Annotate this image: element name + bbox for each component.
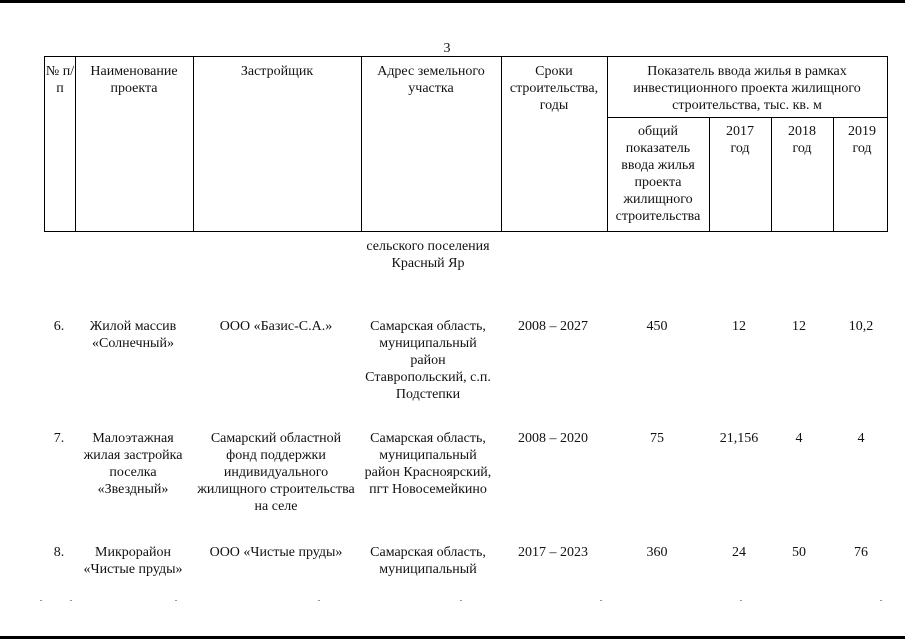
bottom-border — [0, 636, 905, 639]
value-2019: 10,2 — [848, 319, 874, 334]
construction-period: 2008 – 2027 — [518, 319, 588, 334]
header-total: общий показатель ввода жилья проекта жилищного строительства — [615, 124, 701, 224]
continued-address: сельского поселения Красный Яр — [366, 239, 490, 271]
top-border — [0, 0, 905, 3]
construction-period: 2008 – 2020 — [518, 431, 588, 446]
header-divider — [75, 57, 76, 231]
header-divider — [501, 57, 502, 231]
row-number: 8. — [53, 545, 65, 560]
developer: ООО «Базис-С.А.» — [219, 319, 333, 334]
header-divider — [193, 57, 194, 231]
total-indicator: 360 — [646, 545, 668, 560]
page-number: 3 — [443, 41, 451, 56]
construction-period: 2017 – 2023 — [518, 545, 588, 560]
land-address: Самарская область, муниципальный район Ставропольский, с.п. Подстепки — [365, 319, 491, 402]
header-divider — [709, 117, 710, 231]
header-period: Сроки строительства, годы — [509, 64, 599, 113]
row-number: 7. — [53, 431, 65, 446]
header-2017: 2017 год — [726, 124, 754, 156]
value-2017: 21,156 — [719, 431, 759, 446]
value-2018: 4 — [795, 431, 803, 446]
header-divider — [607, 57, 608, 231]
developer: Самарский областной фонд поддержки индивидуального жилищного строительства на селе — [197, 431, 355, 514]
value-2017: 12 — [732, 319, 746, 334]
table-header — [44, 56, 888, 232]
land-address: Самарская область, муниципальный — [370, 545, 486, 577]
total-indicator: 450 — [646, 319, 668, 334]
header-2018: 2018 год — [788, 124, 816, 156]
header-divider — [833, 117, 834, 231]
header-developer: Застройщик — [240, 64, 314, 79]
land-address: Самарская область, муниципальный район Красноярский, пгт Новосемейкино — [364, 431, 492, 497]
header-2019: 2019 год — [848, 124, 876, 156]
developer: ООО «Чистые пруды» — [209, 545, 343, 560]
header-indicator: Показатель ввода жилья в рамках инвестиционного проекта жилищного строительства, тыс. кв. м — [633, 64, 861, 113]
row-number: 6. — [53, 319, 65, 334]
project-name: Микрорайон «Чистые пруды» — [83, 545, 183, 577]
value-2018: 12 — [792, 319, 806, 334]
value-2017: 24 — [732, 545, 746, 560]
header-divider — [361, 57, 362, 231]
header-subdivider — [607, 117, 887, 118]
header-address: Адрес земельного участка — [377, 64, 485, 96]
header-divider — [771, 117, 772, 231]
total-indicator: 75 — [650, 431, 664, 446]
project-name: Жилой массив «Солнечный» — [89, 319, 177, 351]
value-2018: 50 — [792, 545, 806, 560]
header-project-name: Наименование проекта — [90, 64, 178, 96]
value-2019: 4 — [857, 431, 865, 446]
header-number: № п/п — [45, 64, 75, 96]
value-2019: 76 — [854, 545, 868, 560]
project-name: Малоэтажная жилая застройка поселка «Звездный» — [83, 431, 183, 497]
scan-artifact-dots — [0, 600, 905, 604]
